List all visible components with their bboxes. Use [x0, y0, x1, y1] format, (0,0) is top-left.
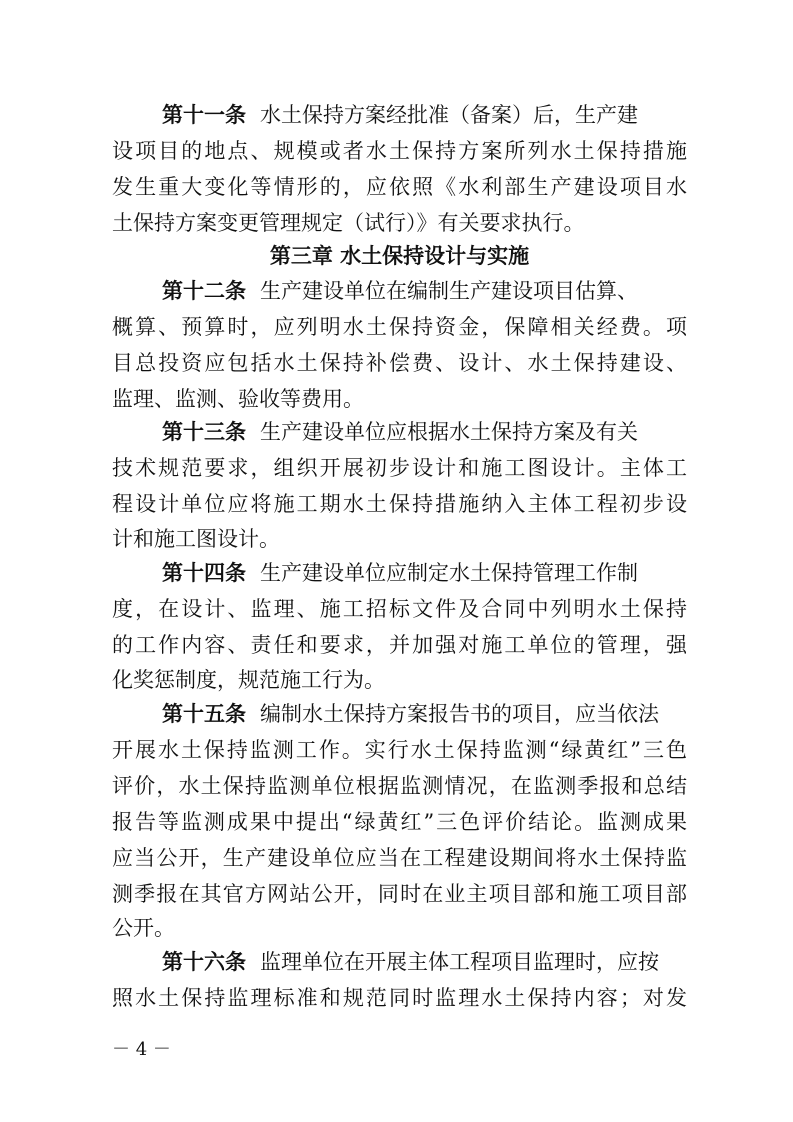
article-11-text-3: 发生重大变化等情形的，应依照《水利部生产建设项目水: [112, 175, 687, 199]
article-14-line-1: [112, 555, 687, 591]
article-14-text-2: 度，在设计、监理、施工招标文件及合同中列明水土保持: [112, 597, 687, 621]
article-13-text-2: 技术规范要求，组织开展初步设计和施工图设计。主体工: [112, 456, 687, 480]
article-14-label: 第十四条: [162, 561, 246, 585]
article-16-text-1: 监理单位在开展主体工程项目监理时，应按: [260, 950, 659, 974]
article-14-line-3: [112, 627, 687, 663]
article-15-text-6: 测季报在其官方网站公开，同时在业主项目部和施工项目部: [112, 882, 687, 906]
article-12-text-3: 目总投资应包括水土保持补偿费、设计、水土保持建设、: [112, 351, 687, 375]
article-11-line-1: [112, 97, 687, 133]
chapter-heading: 第三章 水土保持设计与实施: [269, 244, 530, 268]
article-11-text-4: 土保持方案变更管理规定（试行）》有关要求执行。: [112, 211, 585, 235]
article-12-line-2: [112, 309, 687, 345]
article-13-text-3: 程设计单位应将施工期水土保持措施纳入主体工程初步设: [112, 492, 687, 516]
article-13-text-4: 计和施工图设计。: [112, 527, 280, 551]
article-15-line-5: [112, 840, 687, 876]
article-16-text-2: 照水土保持监理标准和规范同时监理水土保持内容；对发: [112, 986, 687, 1010]
article-12-text-4: 监理、监测、验收等费用。: [112, 387, 364, 411]
article-15-text-7: 公开。: [112, 916, 175, 940]
article-13-text-1: 生产建设单位应根据水土保持方案及有关: [260, 420, 638, 444]
article-15-text-3: 评价，水土保持监测单位根据监测情况，在监测季报和总结: [112, 774, 687, 798]
article-15-line-7: [112, 910, 687, 946]
article-16-label: 第十六条: [162, 950, 246, 974]
article-11-line-4: [112, 205, 687, 241]
article-13-line-4: [112, 521, 687, 557]
article-15-line-6: [112, 876, 687, 912]
article-14-text-4: 化奖惩制度，规范施工行为。: [112, 668, 385, 692]
page-number: － 4 －: [112, 1039, 171, 1060]
article-14-text-1: 生产建设单位应制定水土保持管理工作制: [260, 561, 638, 585]
article-16-line-2: [112, 980, 687, 1016]
article-14-line-2: [112, 591, 687, 627]
article-14-text-3: 的工作内容、责任和要求，并加强对施工单位的管理，强: [112, 633, 687, 657]
article-15-text-5: 应当公开，生产建设单位应当在工程建设期间将水土保持监: [112, 846, 687, 870]
article-11-text-2: 设项目的地点、规模或者水土保持方案所列水土保持措施: [112, 139, 687, 163]
article-15-line-3: [112, 768, 687, 804]
article-12-line-1: [112, 273, 687, 309]
article-13-line-2: [112, 450, 687, 486]
article-15-text-2: 开展水土保持监测工作。实行水土保持监测“绿黄红”三色: [112, 738, 687, 762]
article-15-line-1: [112, 696, 687, 732]
article-11-line-2: [112, 133, 687, 169]
article-12-line-4: [112, 381, 687, 417]
article-12-label: 第十二条: [162, 279, 246, 303]
article-11-text-1: 水土保持方案经批准（备案）后，生产建: [260, 103, 638, 127]
article-13-label: 第十三条: [162, 420, 246, 444]
article-11-label: 第十一条: [162, 103, 246, 127]
article-14-line-4: [112, 662, 687, 698]
article-13-line-1: [112, 414, 687, 450]
article-15-line-4: [112, 804, 687, 840]
article-13-line-3: [112, 486, 687, 522]
article-12-text-2: 概算、预算时，应列明水土保持资金，保障相关经费。项: [112, 315, 687, 339]
article-15-label: 第十五条: [162, 702, 246, 726]
article-15-text-1: 编制水土保持方案报告书的项目，应当依法: [260, 702, 659, 726]
article-11-line-3: [112, 169, 687, 205]
article-15-line-2: [112, 732, 687, 768]
article-15-text-4: 报告等监测成果中提出“绿黄红”三色评价结论。监测成果: [112, 810, 687, 834]
article-16-line-1: [112, 944, 687, 980]
article-12-text-1: 生产建设单位在编制生产建设项目估算、: [260, 279, 638, 303]
article-12-line-3: [112, 345, 687, 381]
